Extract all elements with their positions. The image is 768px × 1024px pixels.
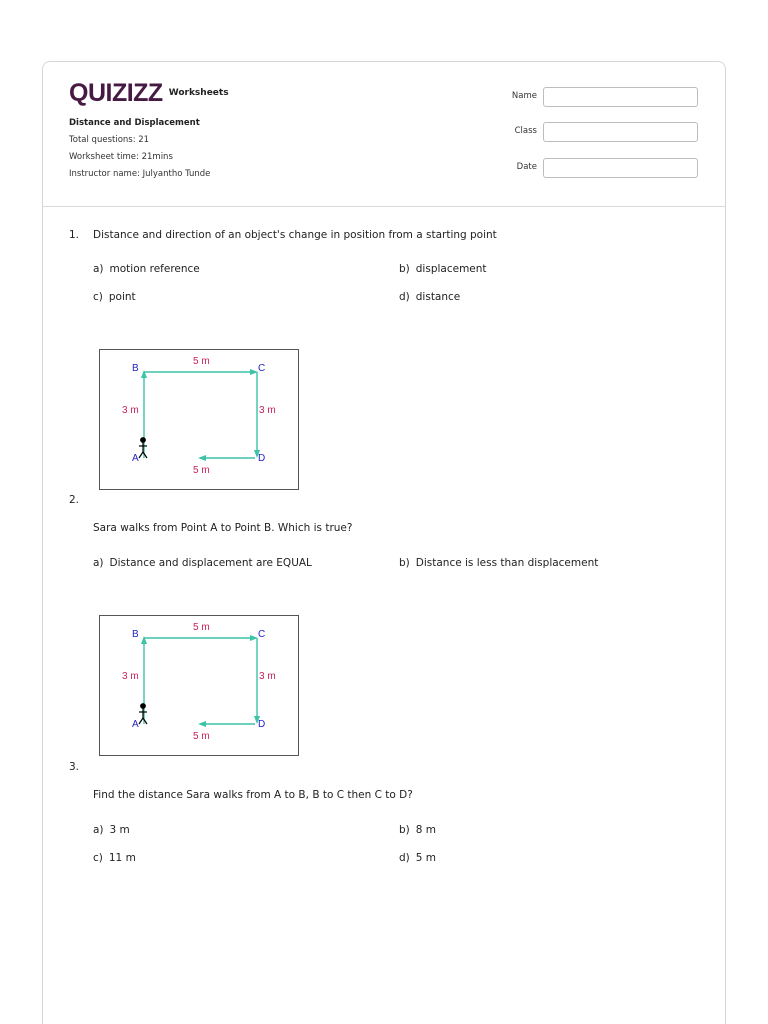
date-field[interactable] [543, 158, 698, 178]
instructor-name: Instructor name: Julyantho Tunde [69, 169, 211, 179]
question-number: 2. [69, 494, 80, 506]
question-number: 3. [69, 761, 80, 773]
point-label: B [132, 629, 139, 640]
date-label: Date [516, 162, 537, 172]
option-c[interactable] [93, 291, 136, 303]
option-text: motion reference [109, 263, 200, 275]
option-c[interactable] [93, 852, 136, 864]
point-label: A [132, 719, 139, 730]
option-text: point [108, 291, 136, 303]
option-a[interactable] [93, 824, 130, 836]
length-label: 5 m [193, 731, 210, 742]
quizizz-logo: QUIZIZZ [69, 79, 163, 107]
option-letter: d) [399, 291, 410, 303]
option-text: Distance and displacement are EQUAL [109, 557, 312, 569]
option-text: 5 m [415, 852, 437, 864]
class-field[interactable] [543, 122, 698, 142]
option-b[interactable] [399, 263, 487, 275]
option-a[interactable] [93, 263, 200, 275]
point-label: B [132, 363, 139, 374]
option-d[interactable] [399, 291, 460, 303]
class-label: Class [514, 126, 537, 136]
point-label: A [132, 453, 139, 464]
option-text: Distance is less than displacement [415, 557, 599, 569]
question-number: 1. [69, 229, 80, 241]
worksheet-card [42, 61, 726, 1024]
brand [69, 80, 229, 106]
length-label: 3 m [259, 671, 276, 682]
worksheet-header [43, 62, 725, 207]
option-text: 8 m [415, 824, 437, 836]
worksheet-time: Worksheet time: 21mins [69, 152, 173, 162]
option-letter: a) [93, 263, 104, 275]
option-letter: a) [93, 824, 104, 836]
question-text: Find the distance Sara walks from A to B, B to C then C to D? [93, 789, 413, 801]
length-label: 3 m [122, 671, 139, 682]
stick-figure-icon [139, 704, 147, 724]
length-label: 5 m [193, 465, 210, 476]
length-label: 5 m [193, 622, 210, 633]
rectangle-path-diagram [99, 349, 299, 490]
length-label: 5 m [193, 356, 210, 367]
option-letter: b) [399, 824, 410, 836]
option-letter: b) [399, 557, 410, 569]
option-letter: d) [399, 852, 410, 864]
option-letter: b) [399, 263, 410, 275]
point-label: D [258, 719, 266, 730]
stick-figure-icon [139, 438, 147, 458]
option-text: 3 m [109, 824, 130, 836]
path-diagram-svg [100, 616, 298, 755]
option-letter: c) [93, 852, 103, 864]
option-letter: a) [93, 557, 104, 569]
option-a[interactable] [93, 557, 312, 569]
point-label: C [258, 629, 266, 640]
option-b[interactable] [399, 824, 436, 836]
path-diagram-svg [100, 350, 298, 489]
point-label: D [258, 453, 266, 464]
question-text: Sara walks from Point A to Point B. Which is true? [93, 522, 353, 534]
length-label: 3 m [122, 405, 139, 416]
option-d[interactable] [399, 852, 436, 864]
worksheet-title: Distance and Displacement [69, 118, 200, 128]
name-field[interactable] [543, 87, 698, 107]
option-text: 11 m [108, 852, 136, 864]
point-label: C [258, 363, 266, 374]
name-label: Name [511, 91, 537, 101]
option-b[interactable] [399, 557, 598, 569]
brand-subtitle: Worksheets [168, 88, 229, 98]
length-label: 3 m [259, 405, 276, 416]
option-text: distance [415, 291, 461, 303]
option-text: displacement [415, 263, 487, 275]
total-questions: Total questions: 21 [69, 135, 150, 145]
option-letter: c) [93, 291, 103, 303]
question-text: Distance and direction of an object's change in position from a starting point [93, 229, 497, 241]
rectangle-path-diagram [99, 615, 299, 756]
